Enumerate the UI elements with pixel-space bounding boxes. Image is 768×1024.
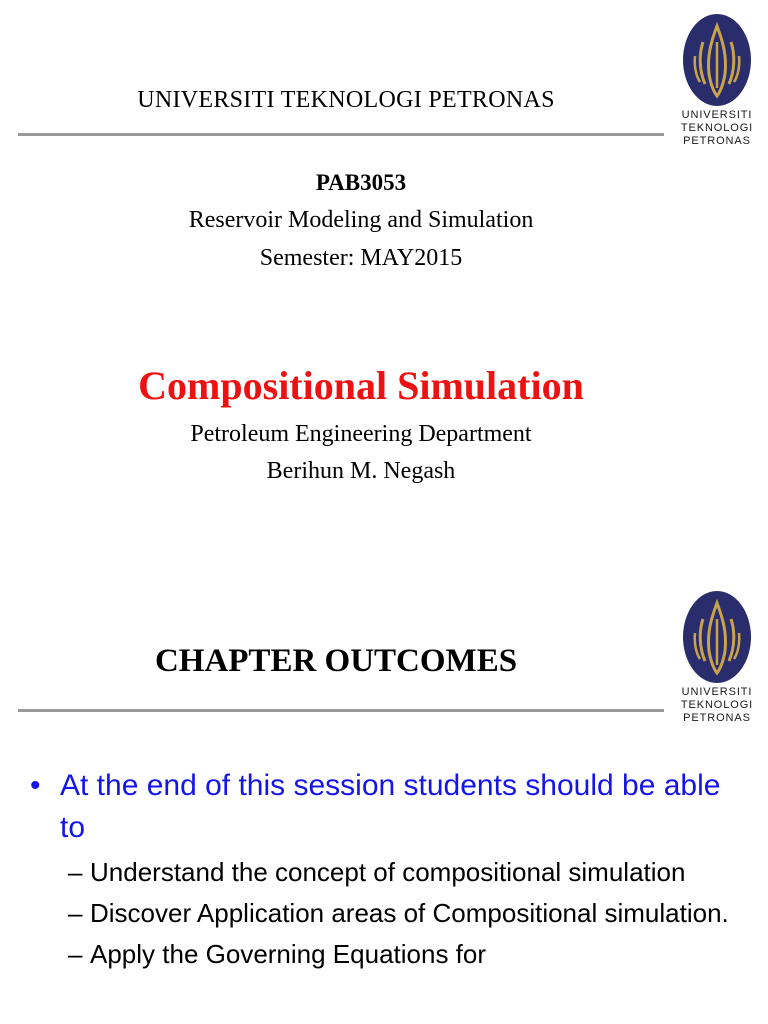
course-name: Reservoir Modeling and Simulation [188, 207, 534, 233]
sub-item [30, 935, 730, 973]
logo-text-line3: PETRONAS [683, 712, 751, 724]
outcomes-list [30, 765, 730, 976]
sub-item [30, 853, 730, 891]
bullet-text: At the end of this session students should be able to [60, 769, 721, 844]
sub-list [30, 853, 730, 973]
sub-item [30, 894, 730, 932]
heading-rule [18, 709, 664, 712]
university-name: UNIVERSITI TEKNOLOGI PETRONAS [137, 87, 555, 113]
logo-text-line2: TEKNOLOGI [680, 699, 754, 711]
department-name: Petroleum Engineering Department [190, 421, 532, 447]
sub-item-text: Apply the Governing Equations for [90, 939, 487, 969]
logo-text-line1: UNIVERSITI [681, 109, 753, 121]
outcomes-slide [0, 577, 768, 1024]
bullet-item [30, 765, 730, 849]
header-rule [18, 133, 664, 136]
dash-mark: – [68, 898, 83, 928]
dash-mark: – [68, 857, 83, 887]
slide-title: Compositional Simulation [138, 363, 584, 408]
logo-text-line2: TEKNOLOGI [680, 122, 754, 134]
course-code: PAB3053 [315, 170, 407, 195]
dash-mark: – [68, 939, 83, 969]
sub-item-text: Discover Application areas of Compositional simulation. [90, 898, 729, 928]
utp-logo [676, 589, 758, 724]
logo-text-line1: UNIVERSITI [681, 686, 753, 698]
sub-item-text: Understand the concept of compositional simulation [90, 857, 686, 887]
chapter-heading: CHAPTER OUTCOMES [154, 643, 518, 679]
author-name: Berihun M. Negash [266, 458, 456, 484]
semester: Semester: MAY2015 [259, 245, 463, 271]
utp-emblem-icon [681, 589, 753, 685]
bullet-mark: • [30, 769, 41, 802]
utp-logo [676, 12, 758, 147]
logo-text-line3: PETRONAS [683, 135, 751, 147]
